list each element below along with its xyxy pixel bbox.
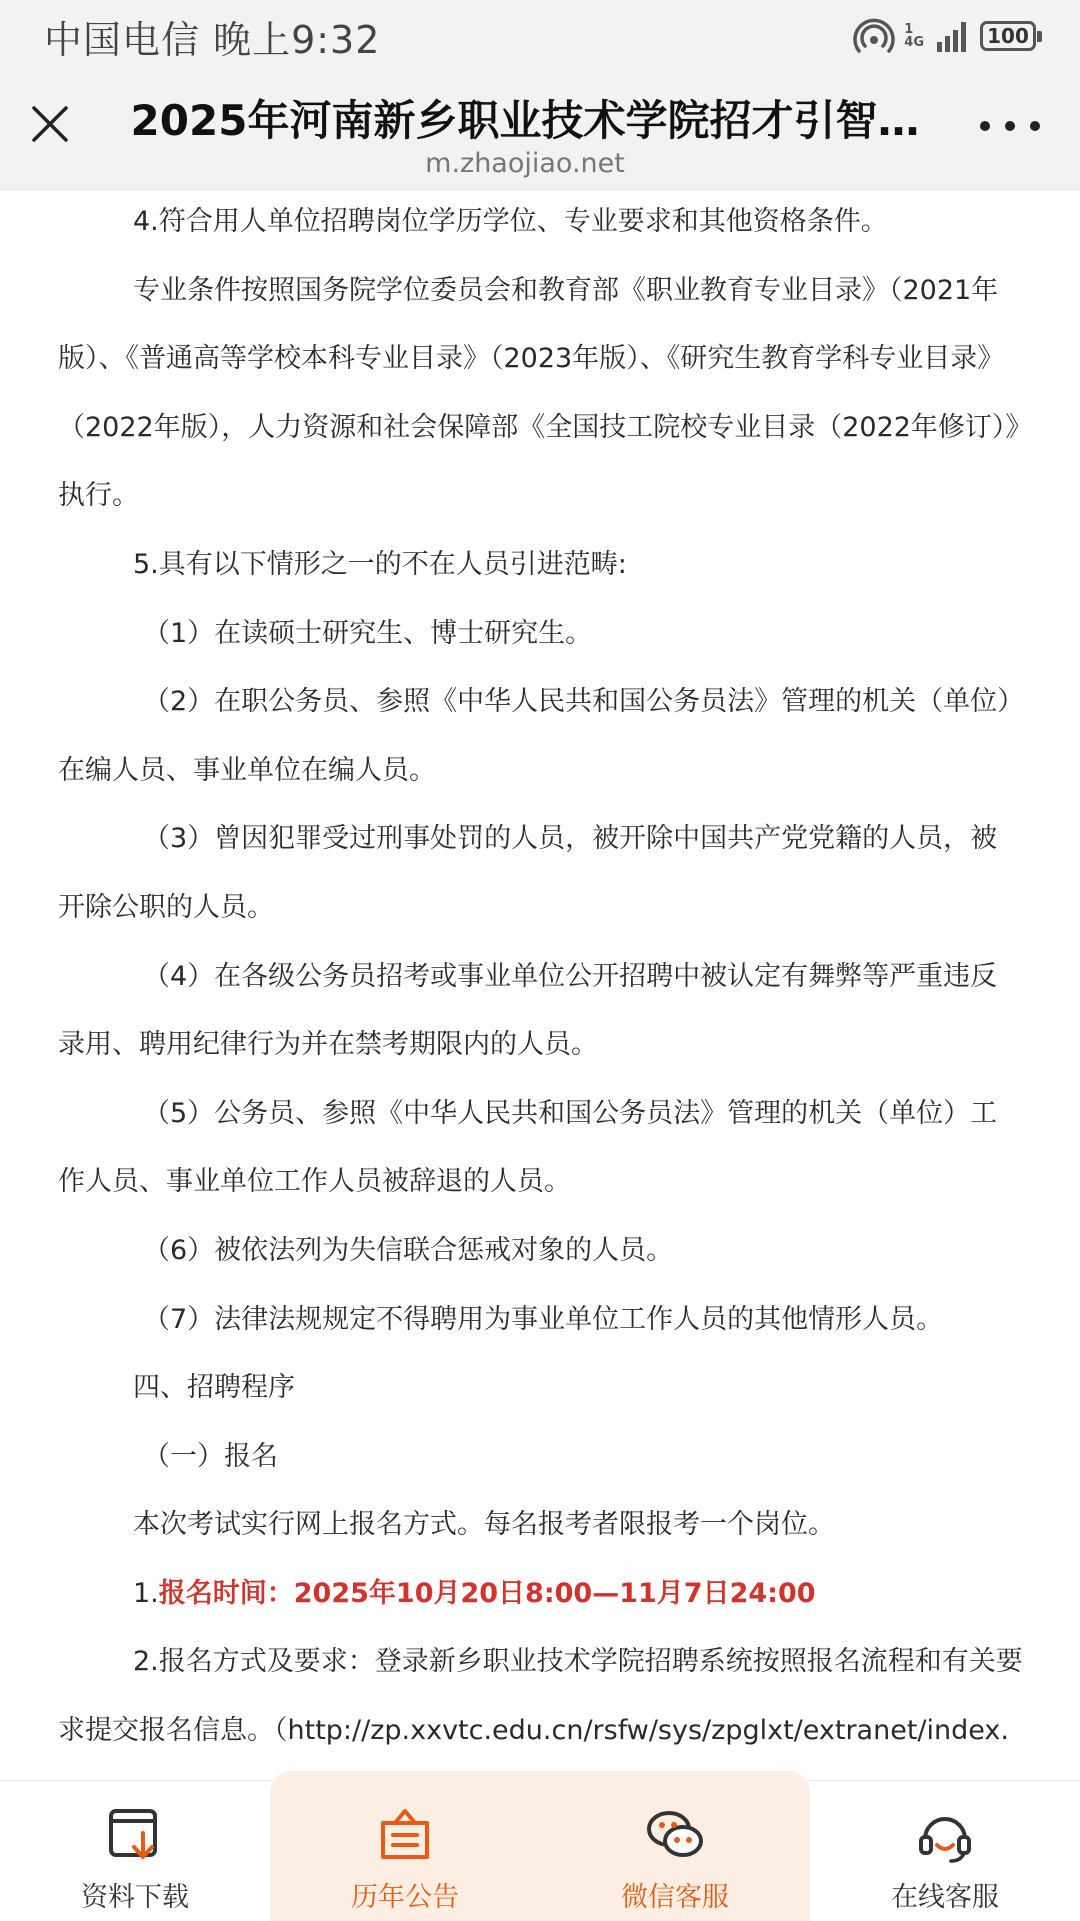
battery-icon: 100 (980, 21, 1036, 51)
page-domain: m.zhaojiao.net (425, 148, 625, 179)
more-icon[interactable] (980, 114, 1040, 138)
subsection-heading: （一）报名 (143, 1440, 278, 1472)
registration-method: 2.报名方式及要求：登录新乡职业技术学院招聘系统按照报名流程和有关要求提交报名信息。（http://zp.xxvtc.edu.cn/rsfw/sys/zpglxt/extranet/index. (58, 1646, 1023, 1747)
nav-item-online-service[interactable] (810, 1781, 1080, 1920)
article-paragraph: （2）在职公务员、参照《中华人民共和国公务员法》管理的机关（单位）在编人员、事业单位在编人员。 (58, 686, 1011, 786)
nav-item-downloads[interactable] (0, 1781, 270, 1920)
section-heading: 四、招聘程序 (133, 1372, 295, 1404)
nav-label: 历年公告 (351, 1882, 459, 1913)
article-paragraph: （6）被依法列为失信联合惩戒对象的人员。 (143, 1234, 674, 1266)
bottom-nav (0, 1780, 1080, 1920)
announcement-icon (373, 1803, 437, 1867)
network-indicator (904, 23, 924, 49)
status-icons (854, 16, 1036, 56)
article-paragraph: （1）在读硕士研究生、博士研究生。 (143, 617, 593, 649)
nav-item-announcements[interactable] (270, 1781, 540, 1920)
close-icon[interactable] (28, 102, 72, 146)
more-dot (1005, 121, 1015, 131)
article-paragraph: 专业条件按照国务院学位委员会和教育部《职业教育专业目录》（2021年版）、《普通高等学校本科专业目录》（2023年版）、《研究生教育学科专业目录》（2022年版），人力资源和社会保障部《全国技工院校专业目录（2022年修订）》执行。 (58, 274, 1019, 512)
article-paragraph: （3）曾因犯罪受过刑事处罚的人员，被开除中国共产党党籍的人员，被开除公职的人员。 (58, 823, 998, 923)
article-paragraph: （4）在各级公务员招考或事业单位公开招聘中被认定有舞弊等严重违反录用、聘用纪律行为并在禁考期限内的人员。 (58, 960, 998, 1061)
article-paragraph: （5）公务员、参照《中华人民共和国公务员法》管理的机关（单位）工作人员、事业单位工作人员被辞退的人员。 (58, 1097, 998, 1198)
nav-item-wechat-service[interactable] (540, 1781, 810, 1920)
article-paragraph: 本次考试实行网上报名方式。每名报考者限报考一个岗位。 (133, 1509, 835, 1541)
browser-title-bar (0, 72, 1080, 190)
registration-time-highlight: 报名时间：2025年10月20日8:00—11月7日24:00 (158, 1577, 816, 1609)
status-bar (0, 0, 1080, 72)
article-paragraph: 5.具有以下情形之一的不在人员引进范畴: (133, 548, 627, 580)
network-type: 4G (904, 35, 924, 50)
article-paragraph: （7）法律法规规定不得聘用为事业单位工作人员的其他情形人员。 (143, 1303, 944, 1335)
carrier-time: 中国电信 晚上9:32 (44, 17, 381, 62)
signal-icon (936, 20, 970, 52)
more-dot (980, 121, 990, 131)
registration-time-prefix: 1. (133, 1577, 159, 1609)
nav-label: 微信客服 (621, 1882, 729, 1913)
article-content (58, 188, 1024, 1780)
more-dot (1030, 121, 1040, 131)
registration-time (58, 1560, 1024, 1629)
wechat-icon (643, 1803, 707, 1867)
headset-icon (913, 1803, 977, 1867)
article-paragraph: 4.符合用人单位招聘岗位学历学位、专业要求和其他资格条件。 (133, 206, 888, 237)
sim-slot: 1 (904, 22, 914, 37)
hotspot-icon (854, 16, 894, 56)
download-doc-icon (103, 1803, 167, 1867)
page-title: 2025年河南新乡职业技术学院招才引智… (130, 96, 920, 145)
nav-label: 资料下载 (81, 1882, 189, 1913)
nav-label: 在线客服 (891, 1882, 999, 1913)
